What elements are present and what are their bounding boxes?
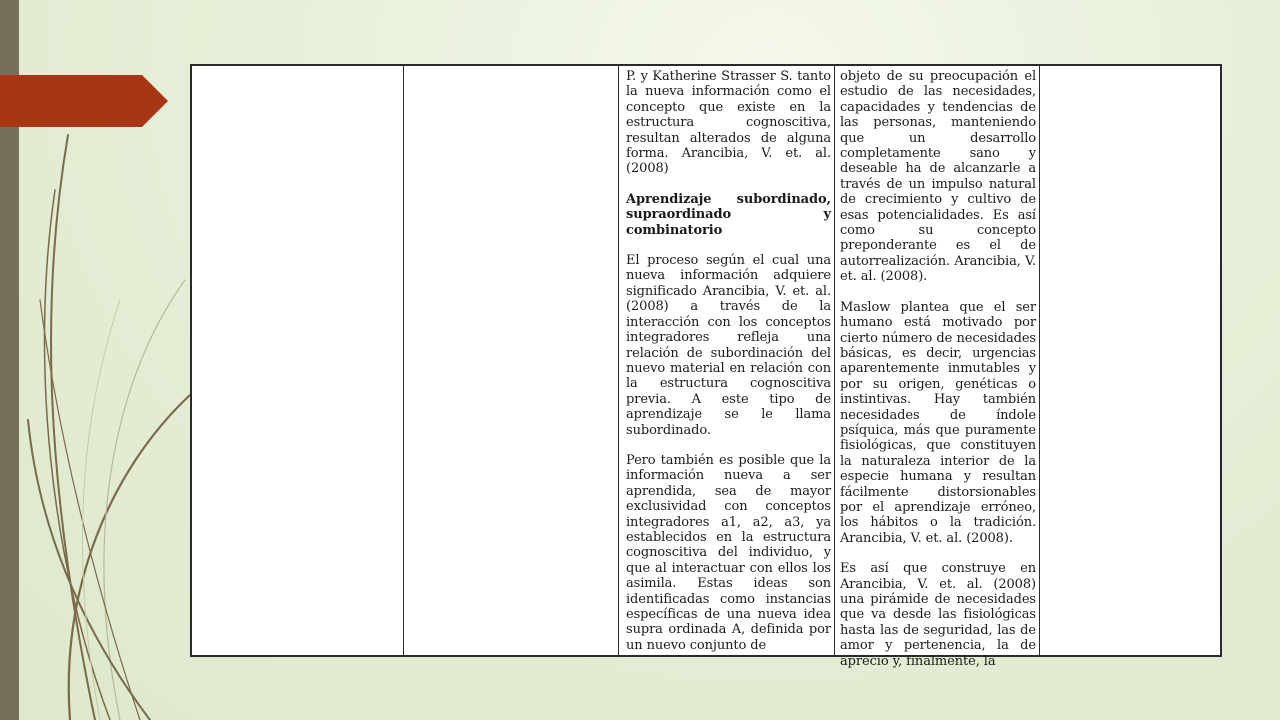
table-column-1 xyxy=(192,66,404,655)
table-column-5 xyxy=(1040,66,1222,655)
column-3-heading: Aprendizaje subordinado, supraordinado y combinatorio xyxy=(626,191,831,238)
column-3-text xyxy=(626,69,831,653)
table-column-3 xyxy=(619,66,835,655)
column-3-paragraph-3: Pero también es posible que la información nueva a ser aprendida, sea de mayor exclusividad con conceptos integradores a1, a2, a3, ya establecidos en la estructura cognoscitiva del individuo, y que al interactuar con ellos los asimila. Estas ideas son identificadas como instancias específicas de una nueva idea supra ordinada A, definida por un nuevo conjunto de xyxy=(626,452,831,653)
arrow-tab-decoration xyxy=(0,75,168,127)
table-column-4 xyxy=(835,66,1040,669)
column-4-paragraph-1: objeto de su preocupación el estudio de las necesidades, capacidades y tendencias de las personas, manteniendo que un desarrollo completamente sano y deseable ha de alcanzarle a través de un impulso natural de crecimiento y cultivo de esas potencialidades. Es así como su concepto preponderante es el de autorrealización. Arancibia, V. et. al. (2008). xyxy=(840,69,1036,285)
column-4-text xyxy=(840,69,1036,669)
column-4-paragraph-2: Maslow plantea que el ser humano está motivado por cierto número de necesidades básicas, es decir, urgencias aparentemente inmutables y por su origen, genéticas o instintivas. Hay también necesidades de índole psíquica, más que puramente fisiológicas, que constituyen la naturaleza interior de la especie humana y resultan fácilmente distorsionables por el aprendizaje erróneo, los hábitos o la tradición. Arancibia, V. et. al. (2008). xyxy=(840,299,1036,546)
column-4-paragraph-3: Es así que construye en Arancibia, V. et. al. (2008) una pirámide de necesidades que va desde las fisiológicas hasta las de seguridad, las de amor y pertenencia, la de aprecio y, finalmente, la xyxy=(840,561,1036,669)
column-3-paragraph-1: P. y Katherine Strasser S. tanto la nueva información como el concepto que existe en la estructura cognoscitiva, resultan alterados de alguna forma. Arancibia, V. et. al. (2008) xyxy=(626,69,831,177)
document-table-image xyxy=(190,64,1222,669)
table-column-2 xyxy=(404,66,619,655)
column-3-paragraph-2: El proceso según el cual una nueva información adquiere significado Arancibia, V. et. al. (2008) a través de la interacción con los conceptos integradores refleja una relación de subordinación del nuevo material en relación con la estructura cognoscitiva previa. A este tipo de aprendizaje se le llama subordinado. xyxy=(626,253,831,438)
